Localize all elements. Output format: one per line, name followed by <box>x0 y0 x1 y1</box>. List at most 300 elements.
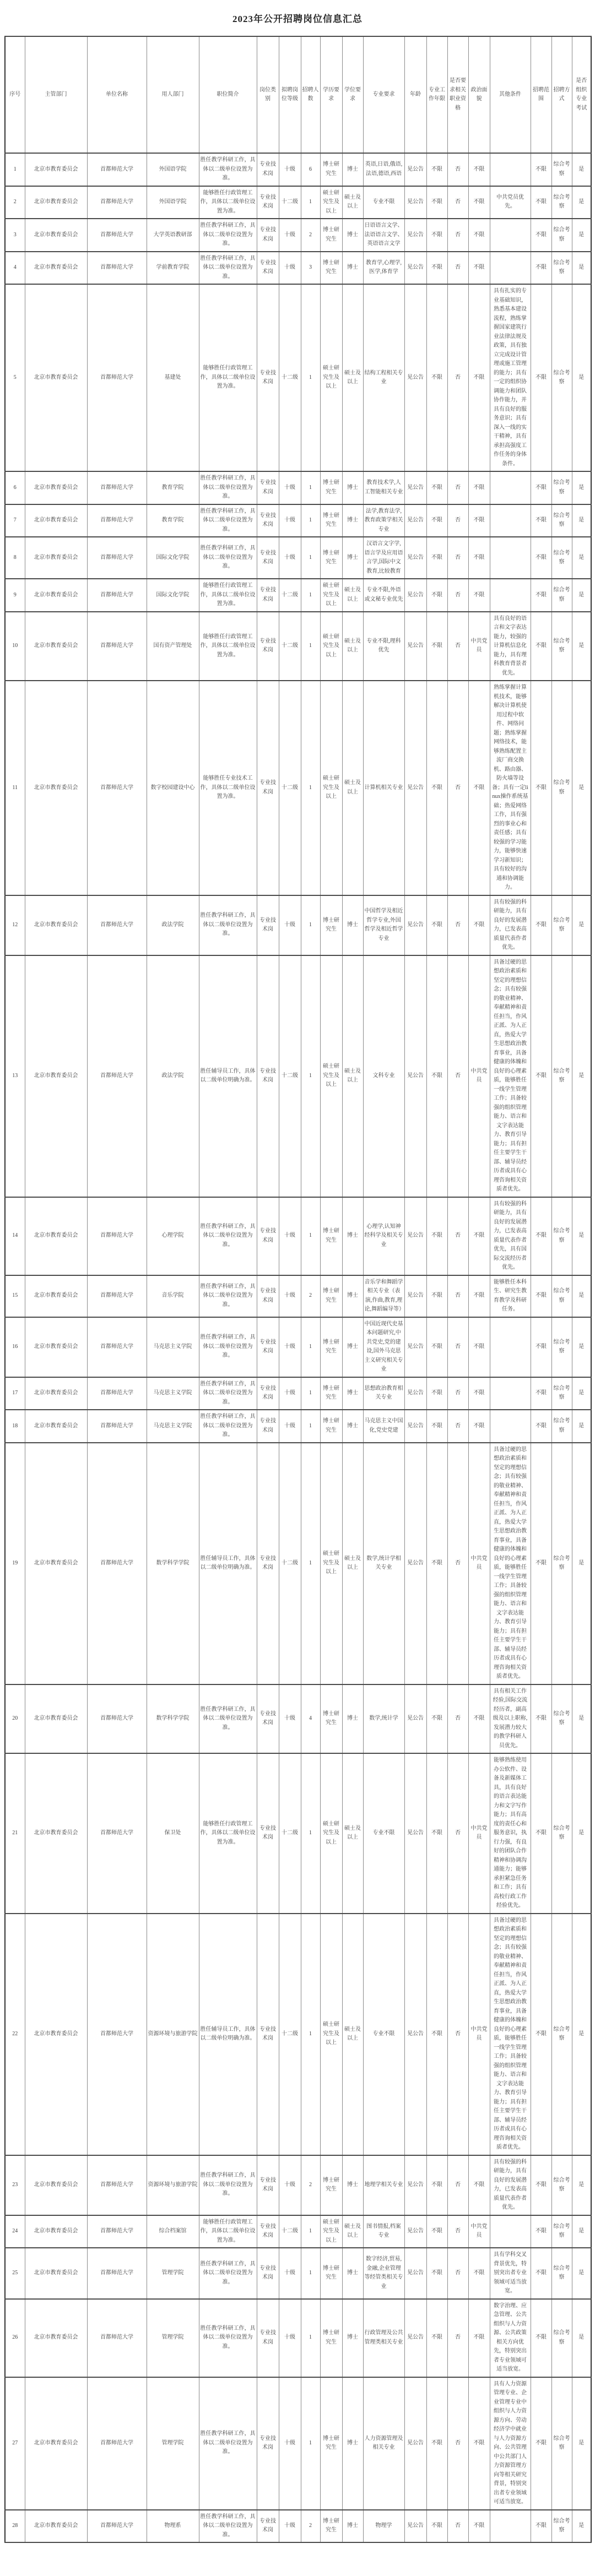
table-cell-category: 专业技术岗 <box>257 1377 279 1410</box>
table-cell-method: 综合考察 <box>551 1753 572 1914</box>
table-cell-degree: 博士 <box>342 252 363 285</box>
table-cell-major: 数学,统计学 <box>363 1684 404 1754</box>
table-cell-category: 专业技术岗 <box>257 153 279 186</box>
table-cell-dept: 北京市教育委员会 <box>25 284 87 471</box>
table-cell-other: 熟练掌握计算机技术，能够解决计算机使用过程中软件、网络问题；熟练掌握网络技术，能够熟练配置主流厂商交换机、路由器、防火墙等设备；具有一定linux操作系统基础；热爱网络工作，具有强烈的事业心和责任感；具有较强的学习能力，能够快速学习新知识；具有较好的沟通和协调能力。 <box>490 681 531 895</box>
header-cell-seq: 序号 <box>5 36 25 153</box>
table-cell-major: 中国近现代史基本问题研究,中共党史,党的建设,国外马克思主义研究相关专业 <box>363 1317 404 1377</box>
table-cell-other <box>490 537 531 579</box>
table-cell-method: 综合考察 <box>551 1377 572 1410</box>
table-cell-major: 专业不限,外语或文秘专业优先 <box>363 579 404 612</box>
table-cell-subunit: 学前教育学院 <box>147 252 199 285</box>
table-cell-workyears: 不限 <box>426 612 447 681</box>
table-cell-dept: 北京市教育委员会 <box>25 2377 87 2510</box>
table-cell-intro: 能够胜任行政管理工作，具体以二级单位设置为准。 <box>199 186 257 219</box>
table-cell-unit: 首都师范大学 <box>87 1410 147 1443</box>
table-cell-degree: 博士 <box>342 471 363 504</box>
table-cell-scope: 不限 <box>531 2377 551 2510</box>
table-cell-unit: 首都师范大学 <box>87 504 147 537</box>
table-cell-seq: 19 <box>5 1443 25 1684</box>
table-cell-level: 十级 <box>279 2299 301 2377</box>
table-cell-age: 见公告 <box>404 1684 426 1754</box>
table-cell-other: 具有良好的语言和文字表达能力，较强的计算机信息化能力，具有理科教育背景者优先。 <box>490 612 531 681</box>
table-cell-degree: 博士 <box>342 1197 363 1275</box>
table-cell-degree: 博士 <box>342 2377 363 2510</box>
table-cell-method: 综合考察 <box>551 219 572 252</box>
table-cell-count: 1 <box>301 471 320 504</box>
header-cell-cert: 是否要求相关职业资格 <box>447 36 468 153</box>
table-cell-degree: 硕士及以上 <box>342 186 363 219</box>
table-cell-major: 地理学相关专业 <box>363 2155 404 2215</box>
table-row <box>5 252 591 285</box>
table-cell-other: 能够熟练使用办公软件、设备及新媒体工具，具有良好的语言表达能力和文字写作能力；具有高度的责任心和服务意识，执行力强，有良好的团队合作精神和协调沟通能力；能够承担紧急任务和工作；具有高校行政工作经验优先。 <box>490 1753 531 1914</box>
table-cell-level: 十二级 <box>279 186 301 219</box>
table-cell-age: 见公告 <box>404 471 426 504</box>
table-cell-age: 见公告 <box>404 1753 426 1914</box>
table-cell-edu: 硕士研究生及以上 <box>320 1443 342 1684</box>
table-cell-exam: 是 <box>572 504 591 537</box>
table-cell-method: 综合考察 <box>551 2215 572 2248</box>
table-cell-unit: 首都师范大学 <box>87 2299 147 2377</box>
table-cell-age: 见公告 <box>404 2248 426 2299</box>
table-cell-scope: 不限 <box>531 1410 551 1443</box>
table-cell-method: 综合考察 <box>551 504 572 537</box>
table-cell-seq: 7 <box>5 504 25 537</box>
table-cell-exam: 是 <box>572 284 591 471</box>
table-cell-unit: 首都师范大学 <box>87 1443 147 1684</box>
table-cell-category: 专业技术岗 <box>257 1443 279 1684</box>
table-cell-political: 不限 <box>468 219 490 252</box>
table-cell-cert: 否 <box>447 1684 468 1754</box>
table-cell-subunit: 国际文化学院 <box>147 579 199 612</box>
table-cell-political: 不限 <box>468 186 490 219</box>
table-cell-cert: 否 <box>447 153 468 186</box>
table-cell-exam: 是 <box>572 612 591 681</box>
table-cell-level: 十级 <box>279 537 301 579</box>
table-row <box>5 895 591 955</box>
table-cell-subunit: 马克思主义学院 <box>147 1377 199 1410</box>
table-cell-edu: 博士研究生 <box>320 1317 342 1377</box>
table-row <box>5 153 591 186</box>
table-cell-cert: 否 <box>447 1377 468 1410</box>
table-cell-political: 不限 <box>468 471 490 504</box>
table-cell-cert: 否 <box>447 1197 468 1275</box>
table-cell-unit: 首都师范大学 <box>87 471 147 504</box>
table-cell-method: 综合考察 <box>551 681 572 895</box>
table-cell-method: 综合考察 <box>551 2155 572 2215</box>
table-cell-other <box>490 1377 531 1410</box>
table-cell-political: 不限 <box>468 284 490 471</box>
header-cell-age: 年龄 <box>404 36 426 153</box>
header-cell-subunit: 用人部门 <box>147 36 199 153</box>
table-cell-level: 十级 <box>279 252 301 285</box>
table-cell-major: 物理学 <box>363 2510 404 2543</box>
table-cell-workyears: 不限 <box>426 284 447 471</box>
table-cell-age: 见公告 <box>404 186 426 219</box>
table-cell-edu: 博士研究生 <box>320 504 342 537</box>
table-cell-other: 具有学科交叉背景优先，特别突出者专业领域可适当放宽。 <box>490 2248 531 2299</box>
table-cell-category: 专业技术岗 <box>257 284 279 471</box>
table-cell-exam: 是 <box>572 2215 591 2248</box>
table-cell-intro: 胜任辅导员工作，具体以二级单位明确为准。 <box>199 955 257 1197</box>
table-cell-unit: 首都师范大学 <box>87 186 147 219</box>
table-cell-major: 图书情报,档案专业 <box>363 2215 404 2248</box>
table-cell-count: 1 <box>301 681 320 895</box>
table-cell-scope: 不限 <box>531 2248 551 2299</box>
table-cell-dept: 北京市教育委员会 <box>25 612 87 681</box>
table-cell-workyears: 不限 <box>426 537 447 579</box>
table-cell-edu: 博士研究生 <box>320 471 342 504</box>
table-cell-major: 文科专业 <box>363 955 404 1197</box>
table-cell-degree: 博士 <box>342 1317 363 1377</box>
table-cell-intro: 胜任教学科研工作，具体以二级单位设置为准。 <box>199 1197 257 1275</box>
header-cell-method: 招聘方式 <box>551 36 572 153</box>
table-cell-political: 不限 <box>468 1684 490 1754</box>
table-cell-major: 教育学,心理学,医学,体育学 <box>363 252 404 285</box>
table-cell-workyears: 不限 <box>426 1197 447 1275</box>
table-cell-degree: 博士 <box>342 895 363 955</box>
table-cell-subunit: 管理学院 <box>147 2248 199 2299</box>
table-cell-exam: 是 <box>572 537 591 579</box>
table-cell-exam: 是 <box>572 2299 591 2377</box>
table-cell-seq: 26 <box>5 2299 25 2377</box>
table-cell-age: 见公告 <box>404 2215 426 2248</box>
table-cell-other <box>490 252 531 285</box>
table-cell-dept: 北京市教育委员会 <box>25 537 87 579</box>
table-cell-method: 综合考察 <box>551 579 572 612</box>
table-cell-seq: 14 <box>5 1197 25 1275</box>
table-cell-count: 1 <box>301 186 320 219</box>
header-cell-category: 岗位类别 <box>257 36 279 153</box>
table-cell-edu: 博士研究生 <box>320 2248 342 2299</box>
table-cell-cert: 否 <box>447 2510 468 2543</box>
table-cell-major: 结构工程相关专业 <box>363 284 404 471</box>
table-cell-subunit: 政法学院 <box>147 955 199 1197</box>
table-row <box>5 1684 591 1754</box>
header-cell-intro: 职位简介 <box>199 36 257 153</box>
table-cell-degree: 硕士及以上 <box>342 1753 363 1914</box>
table-cell-major: 数字经济,贸易,金融,企业管理等经管类相关专业 <box>363 2248 404 2299</box>
table-cell-count: 1 <box>301 955 320 1197</box>
table-cell-intro: 胜任教学科研工作，具体以二级单位设置为准。 <box>199 2510 257 2543</box>
table-cell-political: 不限 <box>468 1197 490 1275</box>
table-cell-political: 不限 <box>468 1317 490 1377</box>
table-cell-intro: 胜任教学科研工作，具体以二级单位设置为准。 <box>199 895 257 955</box>
table-cell-workyears: 不限 <box>426 1317 447 1377</box>
header-cell-other: 其他条件 <box>490 36 531 153</box>
table-cell-count: 1 <box>301 2299 320 2377</box>
table-cell-edu: 博士研究生 <box>320 2155 342 2215</box>
table-cell-dept: 北京市教育委员会 <box>25 2299 87 2377</box>
table-cell-category: 专业技术岗 <box>257 1914 279 2155</box>
table-cell-political: 中共党员 <box>468 1443 490 1684</box>
table-cell-other: 具备过硬的思想政治素质和坚定的理想信念；具有较强的敬业精神、奉献精神和责任担当，作风正派、为人正直，热爱大学生思想政治教育事业，具备健康的体魄和良好的心理素质，能够胜任一线学生管理工作；具备较强的组织管理能力、语言和文字表达能力、教育引导能力；具有担任主要学生干部、辅导员经历者或具有心理咨询相关资质者优先。 <box>490 1443 531 1684</box>
table-cell-scope: 不限 <box>531 219 551 252</box>
table-cell-cert: 否 <box>447 1753 468 1914</box>
table-cell-cert: 否 <box>447 471 468 504</box>
table-cell-scope: 不限 <box>531 1317 551 1377</box>
table-cell-cert: 否 <box>447 895 468 955</box>
table-cell-unit: 首都师范大学 <box>87 219 147 252</box>
table-cell-scope: 不限 <box>531 471 551 504</box>
table-cell-category: 专业技术岗 <box>257 504 279 537</box>
table-row <box>5 219 591 252</box>
table-cell-level: 十级 <box>279 2155 301 2215</box>
table-cell-age: 见公告 <box>404 1914 426 2155</box>
table-cell-subunit: 基建处 <box>147 284 199 471</box>
table-cell-count: 1 <box>301 504 320 537</box>
table-row <box>5 612 591 681</box>
table-cell-other <box>490 579 531 612</box>
table-row <box>5 471 591 504</box>
table-cell-cert: 否 <box>447 1443 468 1684</box>
table-cell-age: 见公告 <box>404 955 426 1197</box>
table-cell-exam: 是 <box>572 579 591 612</box>
table-cell-workyears: 不限 <box>426 2299 447 2377</box>
table-cell-unit: 首都师范大学 <box>87 2248 147 2299</box>
table-cell-intro: 胜任教学科研工作，具体以二级单位设置为准。 <box>199 504 257 537</box>
table-cell-unit: 首都师范大学 <box>87 252 147 285</box>
table-cell-subunit: 马克思主义学院 <box>147 1410 199 1443</box>
table-row <box>5 1197 591 1275</box>
table-cell-degree: 博士 <box>342 504 363 537</box>
table-row <box>5 504 591 537</box>
table-cell-political: 不限 <box>468 2299 490 2377</box>
table-cell-edu: 博士研究生 <box>320 2377 342 2510</box>
table-cell-seq: 21 <box>5 1753 25 1914</box>
table-cell-method: 综合考察 <box>551 1443 572 1684</box>
table-cell-degree: 硕士及以上 <box>342 681 363 895</box>
table-cell-edu: 硕士研究生及以上 <box>320 612 342 681</box>
table-cell-count: 2 <box>301 2155 320 2215</box>
table-cell-count: 2 <box>301 1275 320 1317</box>
table-cell-subunit: 管理学院 <box>147 2377 199 2510</box>
table-cell-count: 1 <box>301 1443 320 1684</box>
table-cell-degree: 硕士及以上 <box>342 1914 363 2155</box>
table-cell-method: 综合考察 <box>551 2377 572 2510</box>
table-cell-scope: 不限 <box>531 252 551 285</box>
table-cell-degree: 博士 <box>342 537 363 579</box>
table-row <box>5 579 591 612</box>
table-cell-unit: 首都师范大学 <box>87 1753 147 1914</box>
table-cell-workyears: 不限 <box>426 219 447 252</box>
table-cell-edu: 博士研究生 <box>320 1377 342 1410</box>
table-cell-edu: 博士研究生 <box>320 1275 342 1317</box>
table-cell-political: 不限 <box>468 2510 490 2543</box>
table-cell-edu: 博士研究生 <box>320 252 342 285</box>
table-cell-political: 不限 <box>468 537 490 579</box>
table-cell-workyears: 不限 <box>426 186 447 219</box>
table-cell-workyears: 不限 <box>426 504 447 537</box>
table-cell-major: 计算机相关专业 <box>363 681 404 895</box>
table-cell-exam: 是 <box>572 1197 591 1275</box>
table-cell-intro: 能够胜任行政管理工作，具体以二级单位设置为准。 <box>199 284 257 471</box>
table-cell-cert: 否 <box>447 2377 468 2510</box>
table-cell-seq: 16 <box>5 1317 25 1377</box>
table-cell-workyears: 不限 <box>426 1914 447 2155</box>
table-cell-major: 数学,统计学相关专业 <box>363 1443 404 1684</box>
table-cell-other: 能够胜任本科生、研究生教育教学及科研任务。 <box>490 1275 531 1317</box>
table-cell-category: 专业技术岗 <box>257 252 279 285</box>
table-cell-level: 十级 <box>279 2377 301 2510</box>
table-cell-cert: 否 <box>447 219 468 252</box>
table-cell-subunit: 外国语学院 <box>147 153 199 186</box>
header-cell-degree: 学位要求 <box>342 36 363 153</box>
table-cell-scope: 不限 <box>531 1377 551 1410</box>
table-cell-major: 专业不限 <box>363 186 404 219</box>
table-cell-seq: 10 <box>5 612 25 681</box>
table-cell-level: 十级 <box>279 1377 301 1410</box>
table-cell-degree: 硕士及以上 <box>342 1443 363 1684</box>
table-cell-political: 不限 <box>468 681 490 895</box>
table-cell-age: 见公告 <box>404 2377 426 2510</box>
table-cell-scope: 不限 <box>531 1443 551 1684</box>
table-cell-scope: 不限 <box>531 1914 551 2155</box>
table-cell-age: 见公告 <box>404 895 426 955</box>
table-cell-degree: 博士 <box>342 1275 363 1317</box>
table-cell-intro: 能够胜任行政管理工作，具体以二级单位设置为准。 <box>199 1753 257 1914</box>
table-cell-degree: 硕士及以上 <box>342 579 363 612</box>
table-cell-political: 不限 <box>468 2377 490 2510</box>
table-cell-scope: 不限 <box>531 579 551 612</box>
table-cell-count: 1 <box>301 1914 320 2155</box>
table-cell-intro: 胜任教学科研工作，具体以二级单位设置为准。 <box>199 1684 257 1754</box>
table-cell-unit: 首都师范大学 <box>87 1197 147 1275</box>
table-cell-subunit: 数学科学学院 <box>147 1684 199 1754</box>
table-cell-dept: 北京市教育委员会 <box>25 1684 87 1754</box>
table-cell-intro: 胜任教学科研工作，具体以二级单位设置为准。 <box>199 537 257 579</box>
table-cell-category: 专业技术岗 <box>257 2215 279 2248</box>
table-row <box>5 2510 591 2543</box>
table-cell-subunit: 心理学院 <box>147 1197 199 1275</box>
table-cell-exam: 是 <box>572 1684 591 1754</box>
table-cell-seq: 4 <box>5 252 25 285</box>
table-cell-edu: 硕士研究生及以上 <box>320 1753 342 1914</box>
table-cell-count: 4 <box>301 1684 320 1754</box>
table-cell-method: 综合考察 <box>551 2299 572 2377</box>
table-cell-other <box>490 504 531 537</box>
table-cell-workyears: 不限 <box>426 471 447 504</box>
table-cell-category: 专业技术岗 <box>257 612 279 681</box>
table-cell-category: 专业技术岗 <box>257 186 279 219</box>
table-cell-seq: 12 <box>5 895 25 955</box>
table-cell-degree: 博士 <box>342 2299 363 2377</box>
table-cell-category: 专业技术岗 <box>257 2248 279 2299</box>
table-cell-edu: 博士研究生 <box>320 153 342 186</box>
table-cell-workyears: 不限 <box>426 2510 447 2543</box>
table-cell-intro: 胜任教学科研工作，具体以二级单位设置为准。 <box>199 2248 257 2299</box>
table-cell-political: 中共党员 <box>468 2215 490 2248</box>
table-cell-method: 综合考察 <box>551 955 572 1197</box>
table-cell-unit: 首都师范大学 <box>87 153 147 186</box>
table-cell-edu: 硕士研究生及以上 <box>320 681 342 895</box>
table-cell-degree: 博士 <box>342 1684 363 1754</box>
table-cell-subunit: 国有资产管理处 <box>147 612 199 681</box>
table-cell-count: 1 <box>301 1410 320 1443</box>
table-cell-count: 1 <box>301 284 320 471</box>
table-cell-seq: 15 <box>5 1275 25 1317</box>
table-row <box>5 2155 591 2215</box>
table-cell-major: 法学,教育法学,教育政策学相关专业 <box>363 504 404 537</box>
table-cell-edu: 硕士研究生及以上 <box>320 1914 342 2155</box>
table-cell-edu: 博士研究生 <box>320 895 342 955</box>
table-cell-other <box>490 2510 531 2543</box>
table-cell-degree: 硕士及以上 <box>342 612 363 681</box>
table-cell-count: 1 <box>301 2248 320 2299</box>
table-cell-unit: 首都师范大学 <box>87 681 147 895</box>
table-cell-seq: 2 <box>5 186 25 219</box>
table-cell-workyears: 不限 <box>426 2248 447 2299</box>
table-cell-age: 见公告 <box>404 2510 426 2543</box>
table-cell-method: 综合考察 <box>551 1317 572 1377</box>
table-cell-intro: 胜任教学科研工作，具体以二级单位设置为准。 <box>199 252 257 285</box>
table-cell-workyears: 不限 <box>426 681 447 895</box>
table-cell-intro: 胜任教学科研工作，具体以二级单位设置为准。 <box>199 1377 257 1410</box>
table-cell-seq: 18 <box>5 1410 25 1443</box>
table-cell-degree: 博士 <box>342 1377 363 1410</box>
table-cell-exam: 是 <box>572 186 591 219</box>
table-cell-political: 不限 <box>468 504 490 537</box>
table-cell-major: 汉语言文字学,语言学及应用语言学,国际中文教育,比较教育 <box>363 537 404 579</box>
header-cell-level: 拟聘岗位等级 <box>279 36 301 153</box>
table-cell-intro: 胜任教学科研工作，具体以二级单位设置为准。 <box>199 471 257 504</box>
table-row <box>5 1914 591 2155</box>
table-cell-other <box>490 153 531 186</box>
table-cell-exam: 是 <box>572 895 591 955</box>
table-cell-other: 数字治理、应急管理、公共组织与人力资源、公共政策相关方向优先，特别突出者专业领域可适当放宽。 <box>490 2299 531 2377</box>
header-row <box>5 36 591 153</box>
table-cell-subunit: 教育学院 <box>147 471 199 504</box>
table-cell-intro: 能够胜任专业技术工作，具体以二级单位设置为准。 <box>199 681 257 895</box>
table-cell-major: 日语语言文学、法语语言文学、英语语言文学 <box>363 219 404 252</box>
table-cell-workyears: 不限 <box>426 153 447 186</box>
table-cell-exam: 是 <box>572 681 591 895</box>
table-cell-edu: 博士研究生 <box>320 1684 342 1754</box>
header-cell-unit: 单位名称 <box>87 36 147 153</box>
table-cell-cert: 否 <box>447 955 468 1197</box>
table-cell-category: 专业技术岗 <box>257 1197 279 1275</box>
table-cell-seq: 9 <box>5 579 25 612</box>
header-cell-major: 专业要求 <box>363 36 404 153</box>
table-cell-subunit: 管理学院 <box>147 2299 199 2377</box>
table-cell-level: 十级 <box>279 504 301 537</box>
table-cell-exam: 是 <box>572 2248 591 2299</box>
table-cell-subunit: 物理系 <box>147 2510 199 2543</box>
table-cell-level: 十二级 <box>279 1443 301 1684</box>
table-cell-edu: 博士研究生 <box>320 537 342 579</box>
table-cell-count: 6 <box>301 153 320 186</box>
table-cell-method: 综合考察 <box>551 2248 572 2299</box>
table-cell-major: 专业不限 <box>363 1753 404 1914</box>
table-row <box>5 537 591 579</box>
table-cell-exam: 是 <box>572 1410 591 1443</box>
table-cell-age: 见公告 <box>404 1443 426 1684</box>
table-cell-cert: 否 <box>447 1275 468 1317</box>
table-cell-exam: 是 <box>572 1377 591 1410</box>
table-row <box>5 186 591 219</box>
table-cell-exam: 是 <box>572 471 591 504</box>
header-cell-count: 招聘人数 <box>301 36 320 153</box>
table-cell-subunit: 外国语学院 <box>147 186 199 219</box>
table-row <box>5 2377 591 2510</box>
table-cell-category: 专业技术岗 <box>257 1684 279 1754</box>
header-cell-political: 政治面貌 <box>468 36 490 153</box>
table-cell-political: 不限 <box>468 1275 490 1317</box>
table-cell-level: 十二级 <box>279 2215 301 2248</box>
table-cell-edu: 博士研究生 <box>320 2510 342 2543</box>
table-cell-other: 具备过硬的思想政治素质和坚定的理想信念；具有较强的敬业精神、奉献精神和责任担当，作风正派、为人正直，热爱大学生思想政治教育事业，具备健康的体魄和良好的心理素质，能够胜任一线学生管理工作；具备较强的组织管理能力、语言和文字表达能力、教育引导能力；具有担任主要学生干部、辅导员经历者或具有心理咨询相关资质者优先。 <box>490 1914 531 2155</box>
table-cell-method: 综合考察 <box>551 284 572 471</box>
